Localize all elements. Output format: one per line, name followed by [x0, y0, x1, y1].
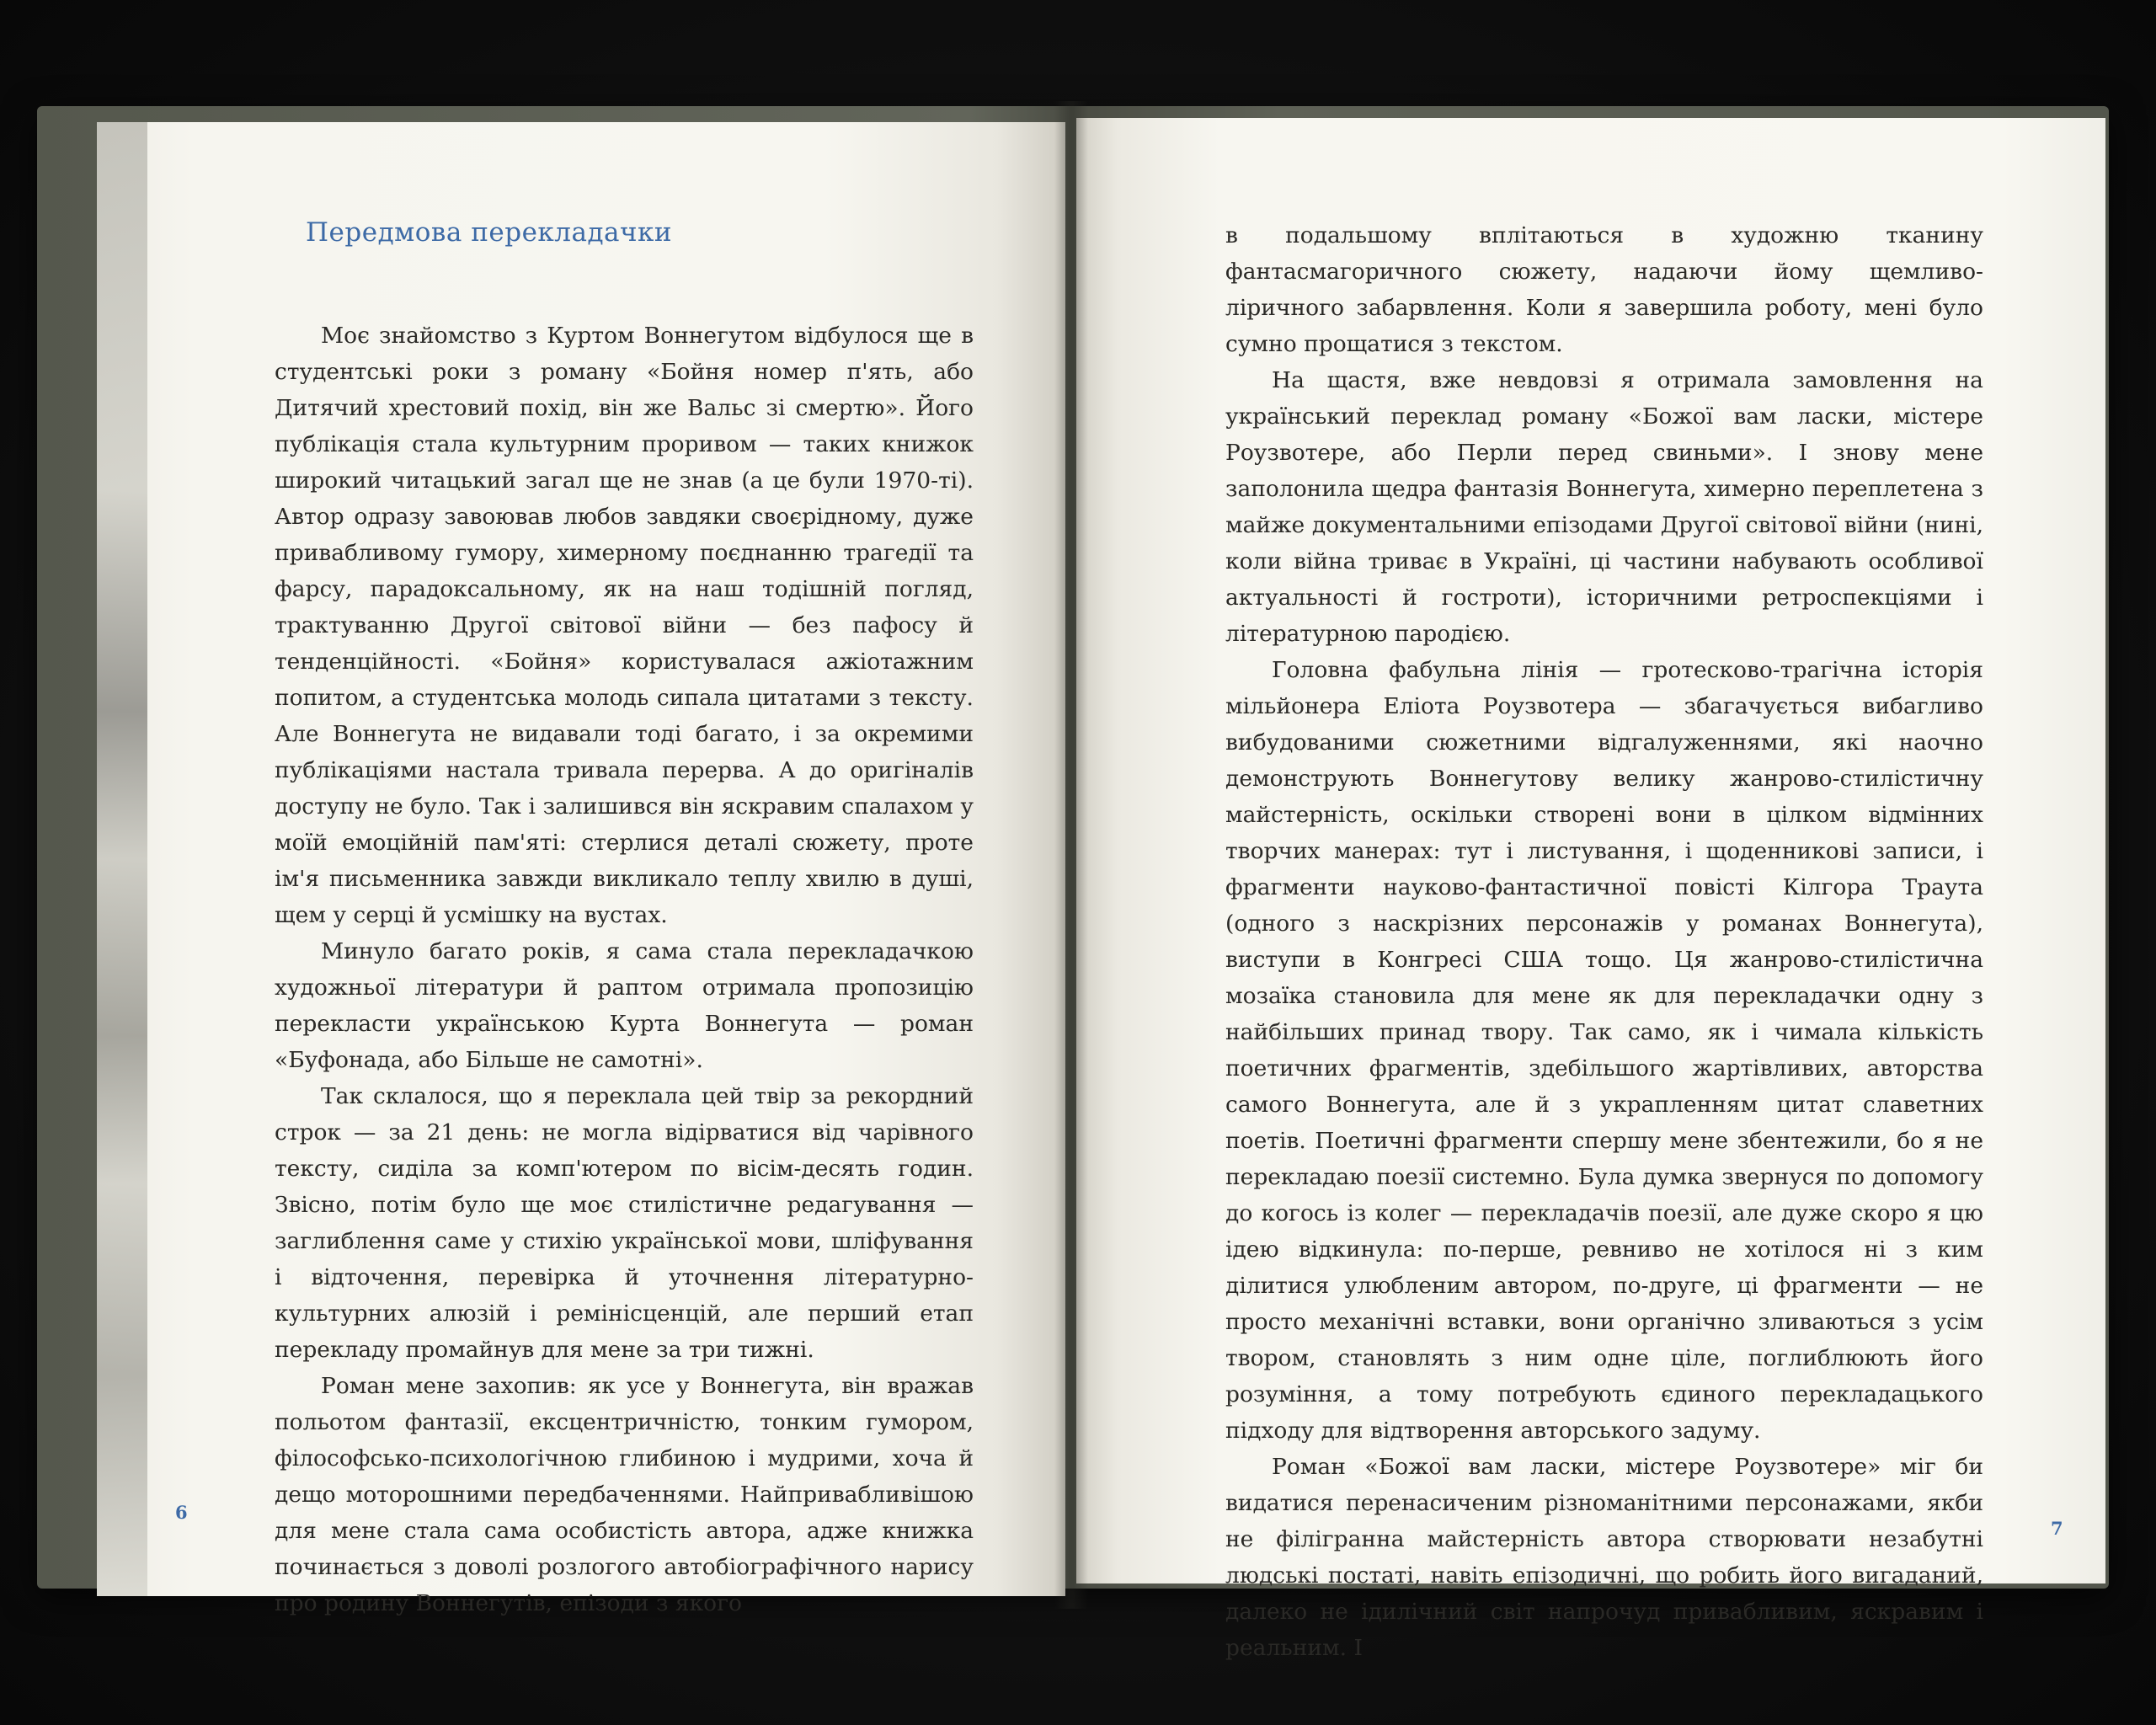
paragraph: Роман «Божої вам ласки, містере Роузвотере» міг би видатися перенасиченим різноманітними персонажами, якби не філігранна майстерність автора створювати незабутні людські постаті, навіть епізодичні, що робить його вигаданий, далеко не ідилічний світ напрочуд привабливим, яскравим і реальним. І	[1225, 1454, 1983, 1661]
paragraph: Головна фабульна лінія — гротесково-трагічна історія мільйонера Еліота Роузвотера — збагачується вибагливо вибудованими сюжетними відгалуженнями, які наочно демонструють Воннегутову велику жанрово-стилістичну майстерність, оскільки створені вони в цілком відмінних творчих манерах: тут і листування, і щоденникові записи, і фрагменти науково-фантастичної повісті Кілгора Траута (одного з наскрізних персонажів у романах Воннегута), виступи в Конгресі США тощо. Ця жанрово-стилістична мозаїка становила для мене як для перекладачки одну з найбільших принад твору. Так само, як і чимала кількість поетичних фрагментів, здебільшого жартівливих, авторства самого Воннегута, але й з украпленням цитат славетних поетів. Поетичні фрагменти спершу мене збентежили, бо я не перекладаю поезії системно. Була думка звернуся по допомогу до когось із колег — перекладачів поезії, але дуже скоро я цю ідею відкинула: по-перше, ревниво не хотілося ні з ким ділитися улюбленим автором, по-друге, ці фрагменти — не просто механічні вставки, вони органічно зливаються з усім твором, становлять з ним одне ціле, поглиблюють його розуміння, а тому потребують єдиного перекладацького підходу для відтворення авторського задуму.	[1225, 657, 1983, 1444]
page-number-right: 7	[2051, 1518, 2063, 1539]
paragraph: Минуло багато років, я сама стала перекладачкою художньої літератури й раптом отримала пропозицію перекласти українською Курта Воннегута — роман «Буфонада, або Більше не самотні».	[275, 938, 974, 1073]
paragraph: Моє знайомство з Куртом Воннегутом відбулося ще в студентські роки з роману «Бойня номер п'ять, або Дитячий хрестовий похід, він же Вальс зі смертю». Його публікація стала культурним проривом — таких книжок широкий читацький загал ще не знав (а це були 1970-ті). Автор одразу завоював любов завдяки своєрідному, дуже привабливому гумору, химерному поєднанню трагедії та фарсу, парадоксальному, як на наш тодішній погляд, трактуванню Другої світової війни — без пафосу й тенденційності. «Бойня» користувалася ажіотажним попитом, а студентська молодь сипала цитатами з тексту. Але Воннегута не видавали тоді багато, і за окремими публікаціями настала тривала перерва. А до оригіналів доступу не було. Так і залишився він яскравим спалахом у моїй емоційній пам'яті: стерлися деталі сюжету, проте ім'я письменника завжди викликало теплу хвилю в душі, щем у серці й усмішку на вустах.	[275, 323, 974, 928]
book-gutter	[1054, 101, 1088, 1609]
paragraph: Так склалося, що я переклала цей твір за рекордний строк — за 21 день: не могла відірватися від чарівного тексту, сиділа за комп'ютером по вісім-десять годин. Звісно, потім було ще моє стилістичне редагування — заглиблення саме у стихію української мови, шліфування і відточення, перевірка й уточнення літературно-культурних алюзій і ремінісценцій, але перший етап перекладу промайнув для мене за три тижні.	[275, 1083, 974, 1363]
paragraph: в подальшому вплітаються в художню тканину фантасмагоричного сюжету, надаючи йому щемливо-ліричного забарвлення. Коли я завершила роботу, мені було сумно прощатися з текстом.	[1225, 222, 1983, 357]
chapter-title: Передмова перекладачки	[306, 217, 673, 248]
paragraph: Роман мене захопив: як усе у Воннегута, він вражав польотом фантазії, ексцентричністю, тонким гумором, філософсько-психологічною глибиною і мудрими, хоча й дещо моторошними передбаченнями. Найпривабливішою для мене стала сама особистість автора, адже книжка починається з доволі розлогого автобіографічного нарису про родину Воннегутів, епізоди з якого	[275, 1373, 974, 1616]
right-page-text	[1225, 217, 1983, 1666]
facing-photo-edge	[97, 122, 147, 1596]
page-number-left: 6	[175, 1502, 188, 1523]
left-page-text	[275, 318, 974, 1621]
paragraph: На щастя, вже невдовзі я отримала замовлення на український переклад роману «Божої вам ласки, містере Роузвотере, або Перли перед свиньми». І знову мене заполонила щедра фантазія Воннегута, химерно переплетена з майже документальними епізодами Другої світової війни (нині, коли війна триває в Україні, ці частини набувають особливої актуальності й гостроти), історичними ретроспекціями і літературною пародією.	[1225, 367, 1983, 647]
